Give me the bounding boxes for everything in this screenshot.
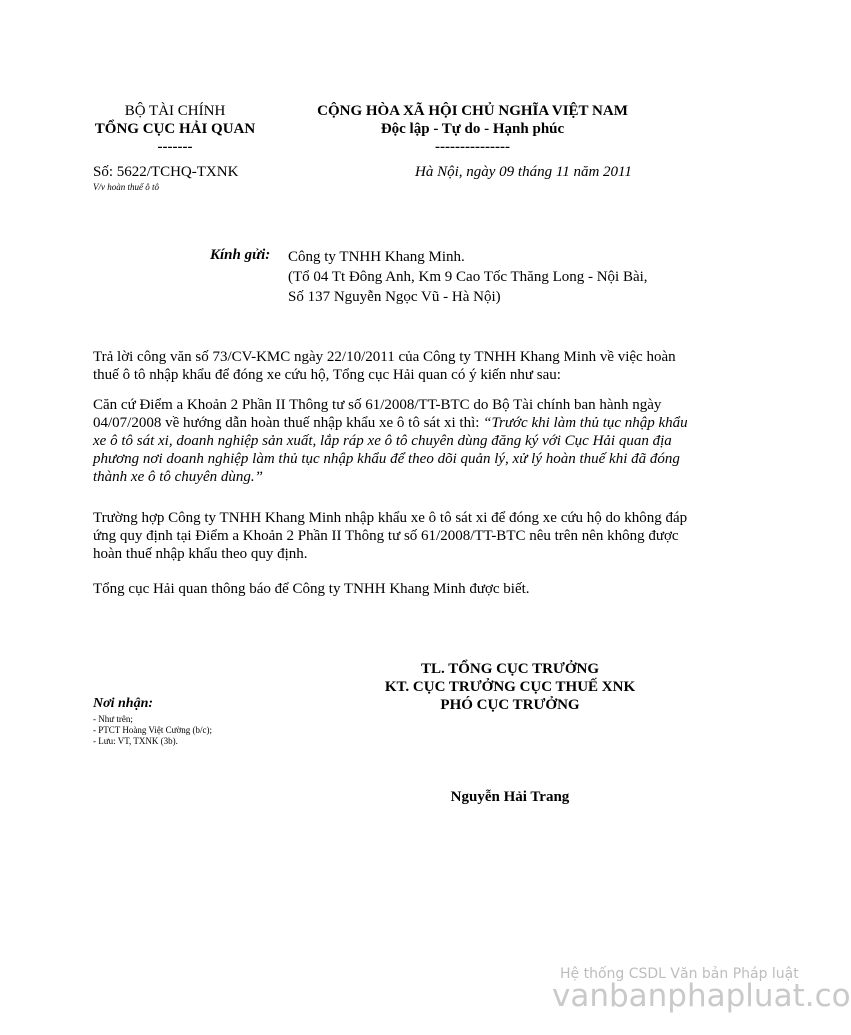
body-paragraph-4: Tổng cục Hải quan thông báo để Công ty TNHH Khang Minh được biết. (93, 581, 530, 597)
agency-header (60, 102, 290, 156)
signature-line-3: PHÓ CỤC TRƯỞNG (440, 697, 580, 713)
paragraph-2-intro: Căn cứ Điểm a Khoản 2 Phần II Thông tư số 61/2008/TT-BTC do Bộ Tài chính ban hành ngày 04/07/2008 về hướng dẫn hoàn thuế nhập khẩu xe ô tô sát xi thì: (93, 397, 662, 431)
recipients-list-item: - Lưu: VT, TXNK (3b). (93, 736, 178, 746)
recipient-label: Kính gửi: (210, 247, 271, 263)
ministry-name: BỘ TÀI CHÍNH (124, 103, 226, 119)
signature-block (355, 660, 665, 714)
signature-line-1: TL. TỔNG CỤC TRƯỞNG (420, 661, 600, 677)
recipient-name: Công ty TNHH Khang Minh. (288, 249, 465, 265)
agency-rule: ------- (157, 139, 193, 155)
nation-header (285, 102, 660, 156)
watermark-line-1: Hệ thống CSDL Văn bản Pháp luật (560, 966, 799, 982)
nation-name: CỘNG HÒA XÃ HỘI CHỦ NGHĨA VIỆT NAM (317, 103, 628, 119)
document-subject: V/v hoàn thuế ô tô (93, 182, 159, 192)
recipients-list (93, 714, 212, 747)
motto-rule: --------------- (435, 139, 510, 155)
watermark-line-2: vanbanphapluat.co (552, 978, 851, 1014)
paragraph-2-quote: “Trước khi làm thủ tục nhập khẩu xe ô tô sát xi, doanh nghiệp sản xuất, lắp ráp xe ô tô chuyên dùng đăng ký với Cục Hải quan địa phương nơi doanh nghiệp làm thủ tục nhập khẩu để theo dõi quản lý, xử lý hoàn thuế khi đã đóng thành xe ô tô chuyên dùng.” (93, 415, 688, 485)
body-paragraph-1: Trả lời công văn số 73/CV-KMC ngày 22/10/2011 của Công ty TNHH Khang Minh về việc hoàn thuế ô tô nhập khẩu để đóng xe cứu hộ, Tổng cục Hải quan có ý kiến như sau: (93, 349, 676, 383)
signature-line-2: KT. CỤC TRƯỞNG CỤC THUẾ XNK (384, 679, 636, 695)
recipients-list-label: Nơi nhận: (93, 696, 154, 711)
recipients-list-item: - Như trên; (93, 714, 133, 724)
body-paragraph-2 (93, 396, 700, 486)
document-date: Hà Nội, ngày 09 tháng 11 năm 2011 (415, 164, 632, 180)
body-paragraph-3: Trường hợp Công ty TNHH Khang Minh nhập khẩu xe ô tô sát xi để đóng xe cứu hộ do không đáp ứng quy định tại Điểm a Khoản 2 Phần II Thông tư số 61/2008/TT-BTC nêu trên nên không được hoàn thuế nhập khẩu theo quy định. (93, 510, 688, 562)
recipient-address: (Tổ 04 Tt Đông Anh, Km 9 Cao Tốc Thăng Long - Nội Bài, Số 137 Nguyễn Ngọc Vũ - Hà Nội) (288, 269, 648, 305)
recipients-list-item: - PTCT Hoàng Việt Cường (b/c); (93, 725, 213, 735)
document-number: Số: 5622/TCHQ-TXNK (93, 164, 239, 180)
agency-name: TỔNG CỤC HẢI QUAN (94, 121, 256, 137)
motto: Độc lập - Tự do - Hạnh phúc (380, 121, 565, 137)
recipient-block (288, 247, 653, 307)
signer-name: Nguyễn Hải Trang (450, 789, 570, 805)
